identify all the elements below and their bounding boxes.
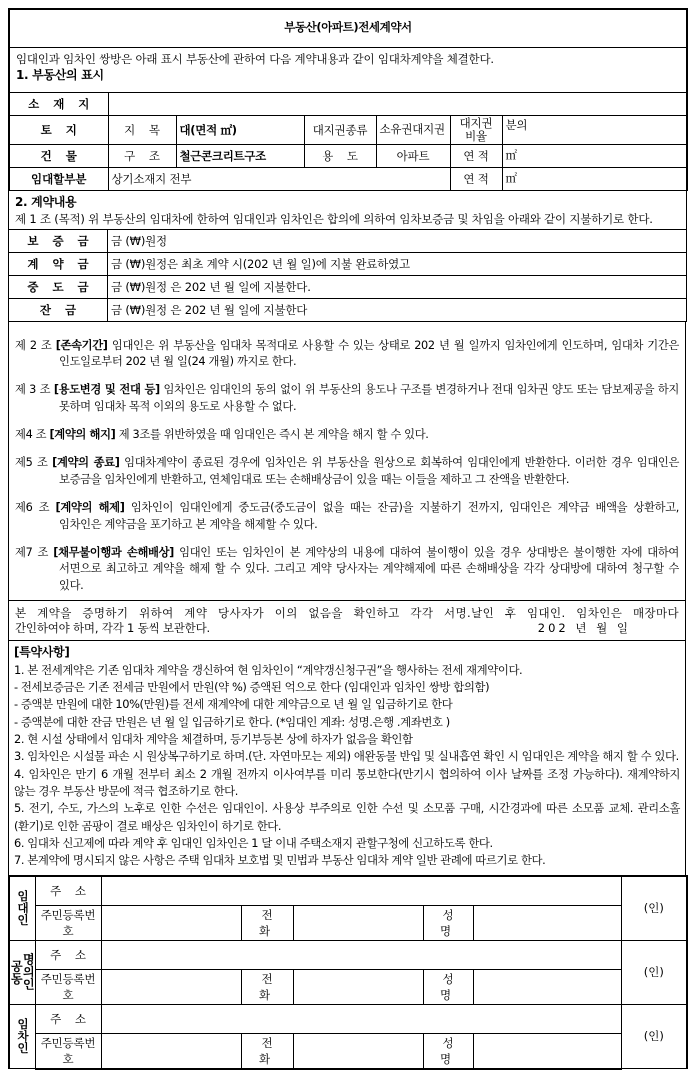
location-value[interactable] <box>108 93 687 116</box>
clause-2-title: [존속기간] <box>55 338 108 352</box>
lessor-phone-input[interactable] <box>293 905 423 940</box>
clauses-table <box>8 321 686 600</box>
special-term-3: 3. 임차인은 시설물 파손 시 원상복구하기로 하며.(단. 자연마모는 제외) 애완동물 반입 및 실내흡연 확인 시 임대인은 계약을 해지 할 수 있다. <box>14 749 679 764</box>
co-owner-name-input[interactable] <box>473 969 621 1004</box>
intro-paragraph: 임대인과 임차인 쌍방은 아래 표시 부동산에 관하여 다음 계약내용과 같이 임대차계약을 체결한다. <box>16 52 494 66</box>
balance-label: 잔 금 <box>9 299 108 322</box>
clause-5 <box>15 455 679 488</box>
clause-2-body: 임대인은 위 부동산을 임대차 목적대로 사용할 수 있는 상태로 202 년 월 일까지 임차인에게 인도하며, 임대차 기간은 인도일로부터 202 년 월 일(24 개월) 까지로 한다. <box>59 338 679 369</box>
party-label-lessor-col-1: 임대인 <box>16 890 30 927</box>
leased-part-label: 임대할부분 <box>9 167 108 190</box>
lessor-seal[interactable]: (인) <box>621 876 687 941</box>
lessee-resident-id-input[interactable] <box>101 1033 241 1069</box>
clause-7-number: 제7 조 <box>15 545 49 559</box>
certification-table <box>8 600 686 641</box>
party-label-co-owner-col-1: 공동 <box>9 959 24 985</box>
co-owner-name-label: 성 명 <box>423 969 473 1004</box>
co-owner-seal[interactable]: (인) <box>621 940 687 1004</box>
clause-4-number: 제4 조 <box>15 428 47 442</box>
co-owner-resident-id-label: 주민등록번호 <box>35 969 101 1004</box>
special-terms-title: [특약사항] <box>14 644 70 659</box>
special-terms-block <box>9 640 686 875</box>
certification-line-2: 간인하여야 하며, 각각 1 동씩 보관한다. <box>15 621 210 636</box>
leased-part-value[interactable]: 상기소재지 전부 <box>108 167 450 190</box>
clause-3 <box>15 382 679 415</box>
deposit-label: 보 증 금 <box>9 230 108 253</box>
downpayment-value[interactable]: 금 (₩)원정은 최초 계약 시(202 년 월 일)에 지불 완료하였고 <box>108 253 687 276</box>
site-right-type-value[interactable]: 소유권대지권 <box>376 116 450 145</box>
special-term-1a: - 전세보증금은 기존 전세금 만원에서 만원(약 %) 증액된 억으로 한다 (임대인과 임차인 쌍방 합의함) <box>14 679 490 694</box>
deposit-value[interactable]: 금 (₩)원정 <box>108 230 687 253</box>
contract-content-table <box>8 190 687 323</box>
property-table <box>8 8 688 191</box>
special-term-7: 7. 본계약에 명시되지 않은 사항은 주택 임대차 보호법 및 민법과 부동산 임대차 계약 일반 관례에 따르기로 한다. <box>14 853 546 868</box>
document-title: 부동산(아파트)전세계약서 <box>9 9 687 48</box>
land-row-label: 토 지 <box>9 116 108 145</box>
location-label: 소 재 지 <box>9 93 108 116</box>
clauses-block <box>9 322 686 600</box>
party-label-lessor <box>9 876 35 941</box>
clause-4-title: [계약의 해지] <box>49 428 116 442</box>
lessee-phone-input[interactable] <box>293 1033 423 1069</box>
clause-4-body: 제 3조를 위반하였을 때 임대인은 즉시 본 계약을 해지 할 수 있다. <box>118 428 429 442</box>
building-row-label: 건 물 <box>9 144 108 167</box>
lessor-address-input[interactable] <box>101 876 621 906</box>
special-term-4: 4. 임차인은 만기 6 개월 전부터 최소 2 개월 전까지 이사여부를 미리 통보한다(만기시 협의하여 이사 날짜를 조정 가능하다). 재계약하지 않는 경우 부동산 방문에 적극 협조하기로 한다. <box>14 766 680 798</box>
section1-heading: 1. 부동산의 표시 <box>16 68 104 83</box>
special-term-1b: - 증액분 만원에 대한 10%(만원)를 전세 재계약에 대한 계약금으로 년 월 일 입금하기로 한다 <box>14 697 453 712</box>
clause-6-number: 제6 조 <box>15 500 50 514</box>
special-term-6: 6. 임대차 신고제에 따라 계약 후 임대인 임차인은 1 달 이내 주택소재지 관할구청에 신고하도록 한다. <box>14 835 493 850</box>
interim-payment-value[interactable]: 금 (₩)원정 은 202 년 월 일에 지불한다. <box>108 276 687 299</box>
certification-block <box>9 600 686 640</box>
clause-6-body: 임차인이 임대인에게 중도금(중도금이 없을 때는 잔금)을 지불하기 전까지, 임대인은 계약금 배액을 상환하고, 임차인은 계약금을 포기하고 본 계약을 해제할 수 있다. <box>59 500 679 531</box>
downpayment-label: 계 약 금 <box>9 253 108 276</box>
lessee-address-label: 주 소 <box>35 1004 101 1033</box>
interim-payment-label: 중 도 금 <box>9 276 108 299</box>
lessor-address-label: 주 소 <box>35 876 101 906</box>
lessor-resident-id-input[interactable] <box>101 905 241 940</box>
party-label-co-owner <box>9 940 35 1004</box>
building-usage-label: 용 도 <box>304 144 376 167</box>
co-owner-address-label: 주 소 <box>35 940 101 969</box>
clause-5-body: 임대차계약이 종료된 경우에 임차인은 위 부동산을 원상으로 회복하여 임대인에게 반환한다. 이러한 경우 임대인은 보증금을 임차인에게 반환하고, 연체임대료 또는 손해배상금이 있을 때는 이들을 제하고 그 잔액을 반환한다. <box>59 456 680 486</box>
lessor-name-label: 성 명 <box>423 905 473 940</box>
leased-part-area-label: 연 적 <box>450 167 502 190</box>
certification-line-2-row <box>15 621 679 635</box>
clause-6 <box>15 500 679 533</box>
clause-7 <box>15 545 679 595</box>
special-terms-table <box>8 640 686 876</box>
clause-7-title: [채무불이행과 손해배상] <box>53 545 174 559</box>
clause-2-number: 제 2 조 <box>15 338 52 352</box>
land-category-value[interactable]: 대(면적 ㎡) <box>176 116 304 145</box>
clause-3-body: 임차인은 임대인의 동의 없이 위 부동산의 용도나 구조를 변경하거나 전대 임차권 양도 또는 담보제공을 하지 못하며 임대차 목적 이외의 용도로 사용할 수 없다. <box>59 383 679 414</box>
building-usage-value[interactable]: 아파트 <box>376 144 450 167</box>
certification-date[interactable]: 202 년 월 일 <box>537 621 631 636</box>
leased-part-area-value[interactable]: ㎡ <box>502 167 687 190</box>
clause-2 <box>15 338 679 371</box>
special-term-1c: - 증액분에 대한 잔금 만원은 년 월 일 입금하기로 한다. (*임대인 계좌: 성명.은행 .계좌번호 ) <box>14 714 450 729</box>
clause-5-title: [계약의 종료] <box>52 456 120 470</box>
lessee-phone-label: 전 화 <box>241 1033 293 1069</box>
building-structure-value[interactable]: 철근콘크리트구조 <box>176 144 304 167</box>
party-label-co-owner-col-2: 명의인 <box>21 953 36 991</box>
party-label-lessee-col-1: 임차인 <box>16 1018 30 1055</box>
clause-4 <box>15 427 679 444</box>
special-term-1: 1. 본 전세계약은 기존 임대차 계약을 갱신하여 현 임차인이 “계약갱신청구권”을 행사하는 전세 재계약이다. <box>14 662 523 677</box>
clause-5-number: 제5 조 <box>15 456 48 470</box>
site-right-ratio-value[interactable]: 분의 <box>502 116 687 145</box>
co-owner-phone-label: 전 화 <box>241 969 293 1004</box>
lessor-name-input[interactable] <box>473 905 621 940</box>
building-area-label: 연 적 <box>450 144 502 167</box>
clause-6-title: [계약의 해제] <box>55 500 125 514</box>
intro-block <box>9 48 687 93</box>
section2-block <box>9 190 687 230</box>
section2-heading: 2. 계약내용 <box>15 194 77 209</box>
lessee-address-input[interactable] <box>101 1004 621 1033</box>
clause-3-title: [용도변경 및 전대 등] <box>53 383 160 397</box>
building-area-value[interactable]: ㎡ <box>502 144 687 167</box>
clause-3-number: 제 3 조 <box>15 383 51 397</box>
clause-7-body: 임대인 또는 임차인이 본 계약상의 내용에 대하여 불이행이 있을 경우 상대방은 불이행한 자에 대하여 서면으로 최고하고 계약을 해제 할 수 있다. 그리고 계약 당사자는 계약해제에 따른 손해배상을 각각 상대방에 대하여 청구할 수 있다. <box>59 545 679 593</box>
special-term-2: 2. 현 시설 상태에서 임대차 계약을 체결하며, 등기부등본 상에 하자가 없음을 확인함 <box>14 731 413 746</box>
party-label-lessee <box>9 1004 35 1069</box>
building-structure-label: 구 조 <box>108 144 176 167</box>
co-owner-resident-id-input[interactable] <box>101 969 241 1004</box>
lessee-name-label: 성 명 <box>423 1033 473 1069</box>
lessee-name-input[interactable] <box>473 1033 621 1069</box>
land-category-label: 지 목 <box>108 116 176 145</box>
lessee-seal[interactable]: (인) <box>621 1004 687 1069</box>
co-owner-phone-input[interactable] <box>293 969 423 1004</box>
co-owner-address-input[interactable] <box>101 940 621 969</box>
lessee-resident-id-label: 주민등록번호 <box>35 1033 101 1069</box>
lessor-phone-label: 전 화 <box>241 905 293 940</box>
special-term-5: 5. 전기, 수도, 가스의 노후로 인한 수선은 임대인이. 사용상 부주의로 인한 수선 및 소모품 구매, 시간경과에 따른 소모품 교체. 관리소홀(환기)로 인한 곰팡이 결로 배상은 임차인이 하기로 한다. <box>14 801 680 833</box>
signature-table <box>8 875 688 1070</box>
site-right-type-label: 대지권종류 <box>304 116 376 145</box>
balance-value[interactable]: 금 (₩)원정 은 202 년 월 일에 지불한다 <box>108 299 687 322</box>
site-right-ratio-label: 대지권 비율 <box>450 116 502 145</box>
lessor-resident-id-label: 주민등록번호 <box>35 905 101 940</box>
certification-line-1: 본 계약을 증명하기 위하여 계약 당사자가 이의 없음을 확인하고 각각 서명.날인 후 임대인. 임차인은 매장마다 <box>15 605 679 620</box>
article-1: 제 1 조 (목적) 위 부동산의 임대차에 한하여 임대인과 임차인은 합의에 의하여 임차보증금 및 차임을 아래와 같이 지불하기로 한다. <box>15 211 653 226</box>
